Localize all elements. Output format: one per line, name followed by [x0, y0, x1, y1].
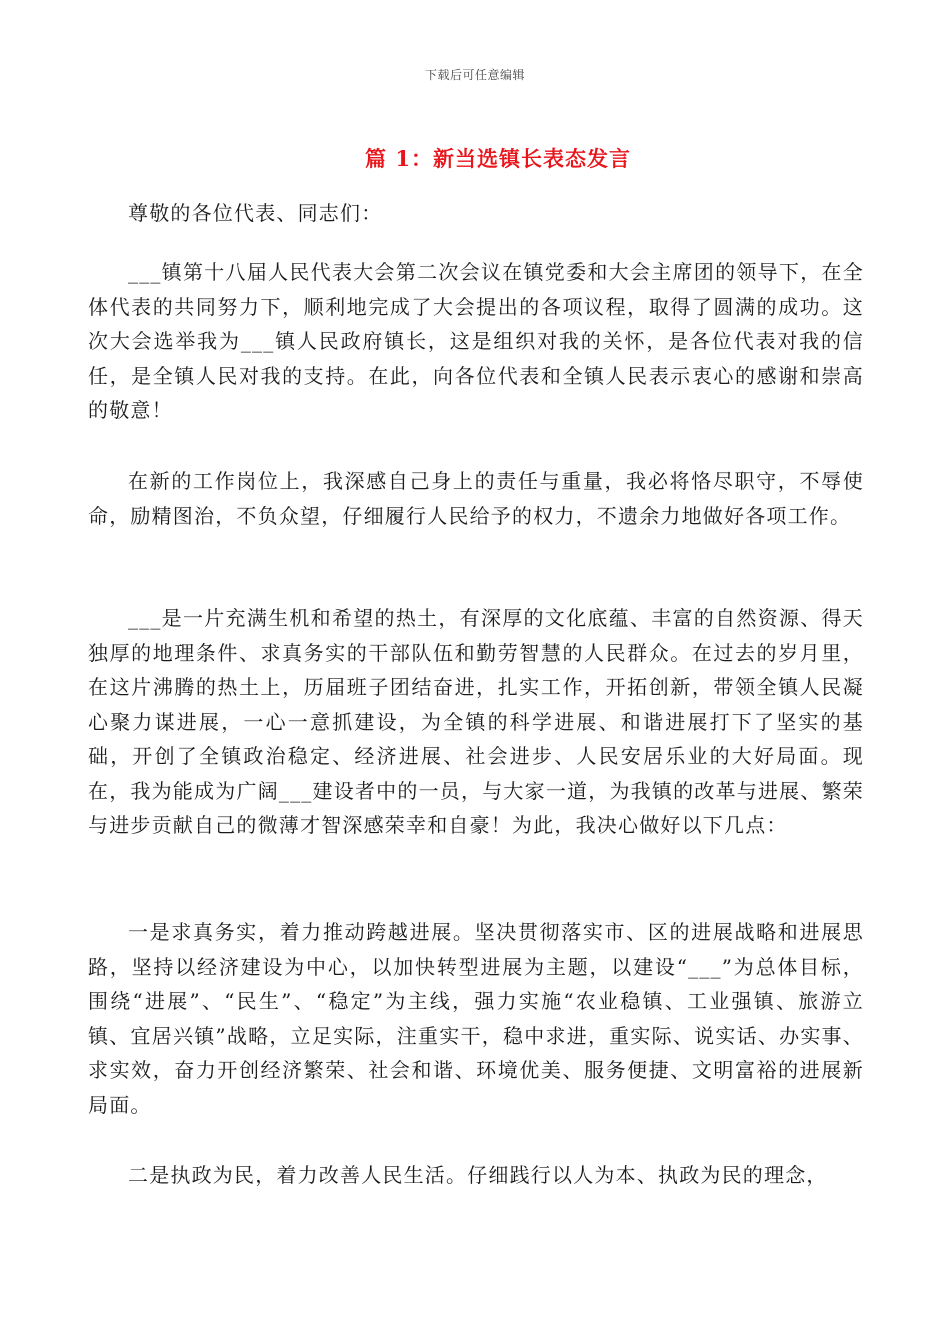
page-header-note: 下载后可任意编辑 — [424, 68, 525, 82]
document-title: 篇 1：新当选镇长表态发言 — [365, 146, 631, 171]
paragraph-3: ___是一片充满生机和希望的热土，有深厚的文化底蕴、丰富的自然资源、得天独厚的地理条件、求真务实的干部队伍和勤劳智慧的人民群众。在过去的岁月里，在这片沸腾的热土上，历届班子团结奋进，扎实工作，开拓创新，带领全镇人民凝心聚力谋进展，一心一意抓建设，为全镇的科学进展、和谐进展打下了坚实的基础，开创了全镇政治稳定、经济进展、社会进步、人民安居乐业的大好局面。现在，我为能成为广阔___建设者中的一员，与大家一道，为我镇的改革与进展、繁荣与进步贡献自己的微薄才智深感荣幸和自豪！为此，我决心做好以下几点： — [88, 606, 864, 837]
paragraph-4: 一是求真务实，着力推动跨越进展。坚决贯彻落实市、区的进展战略和进展思路，坚持以经济建设为中心，以加快转型进展为主题，以建设“___”为总体目标，围绕“进展”、“民生”、“稳定”为主线，强力实施“农业稳镇、工业强镇、旅游立镇、宜居兴镇”战略，立足实际，注重实干，稳中求进，重实际、说实话、办实事、求实效，奋力开创经济繁荣、社会和谐、环境优美、服务便捷、文明富裕的进展新局面。 — [88, 920, 864, 1117]
salutation: 尊敬的各位代表、同志们： — [128, 201, 383, 225]
paragraph-2: 在新的工作岗位上，我深感自己身上的责任与重量，我必将恪尽职守，不辱使命，励精图治，不负众望，仔细履行人民给予的权力，不遗余力地做好各项工作。 — [88, 469, 864, 528]
paragraph-1: ___镇第十八届人民代表大会第二次会议在镇党委和大会主席团的领导下，在全体代表的共同努力下，顺利地完成了大会提出的各项议程，取得了圆满的成功。这次大会选举我为___镇人民政府镇长，这是组织对我的关怀，是各位代表对我的信任，是全镇人民对我的支持。在此，向各位代表和全镇人民表示衷心的感谢和崇高的敬意！ — [88, 260, 864, 422]
paragraph-5: 二是执政为民，着力改善人民生活。仔细践行以人为本、执政为民的理念， — [128, 1163, 828, 1187]
